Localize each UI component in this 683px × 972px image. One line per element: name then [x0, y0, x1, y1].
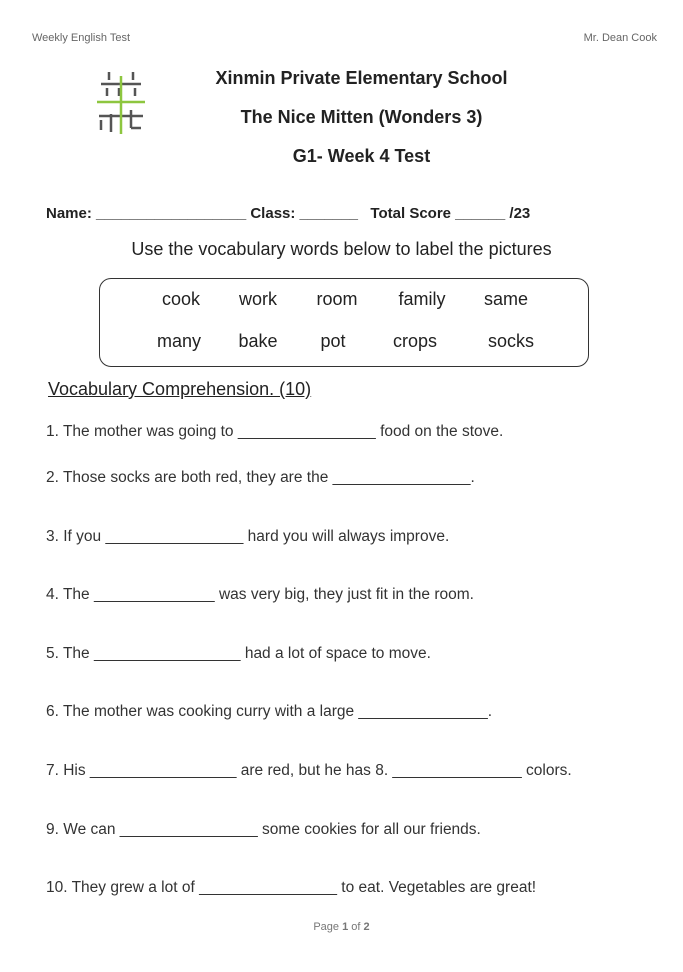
header-left: Weekly English Test	[32, 32, 131, 44]
footer-label: Page	[313, 921, 343, 933]
question: 2. Those socks are both red, they are the ________________.	[46, 469, 475, 486]
question: 7. His _________________ are red, but he has 8. _______________ colors.	[46, 762, 572, 779]
word-bank-item: many	[156, 331, 202, 351]
word-bank-item: pot	[320, 331, 346, 351]
word-bank-item: room	[316, 289, 358, 309]
word-bank-item: same	[483, 289, 529, 309]
question: 9. We can ________________ some cookies for all our friends.	[46, 821, 481, 838]
word-bank	[99, 278, 589, 367]
footer-of: of	[348, 921, 364, 933]
school-name: Xinmin Private Elementary School	[215, 68, 508, 88]
current-page: 1	[342, 921, 349, 933]
section-heading: Vocabulary Comprehension. (10)	[48, 379, 312, 399]
word-bank-item: crops	[392, 331, 438, 351]
question: 1. The mother was going to ________________ food on the stove.	[46, 423, 504, 440]
word-bank-item: cook	[161, 289, 201, 309]
question: 5. The _________________ had a lot of space to move.	[46, 645, 431, 662]
header-right: Mr. Dean Cook	[583, 32, 657, 44]
question: 6. The mother was cooking curry with a large _______________.	[46, 703, 493, 720]
instruction: Use the vocabulary words below to label the pictures	[131, 239, 552, 259]
word-bank-item: bake	[238, 331, 278, 351]
student-info-line: Name: __________________ Class: _______ Total Score ______ /23	[46, 205, 531, 222]
question: 3. If you ________________ hard you will always improve.	[46, 528, 450, 545]
word-bank-item: work	[238, 289, 278, 309]
page-footer	[0, 921, 683, 933]
word-bank-item: socks	[487, 331, 535, 351]
test-week: G1- Week 4 Test	[292, 146, 431, 166]
total-pages: 2	[363, 921, 370, 933]
question: 10. They grew a lot of ________________ to eat. Vegetables are great!	[46, 879, 537, 896]
question: 4. The ______________ was very big, they just fit in the room.	[46, 586, 474, 603]
test-title: The Nice Mitten (Wonders 3)	[240, 107, 483, 127]
word-bank-item: family	[398, 289, 446, 309]
